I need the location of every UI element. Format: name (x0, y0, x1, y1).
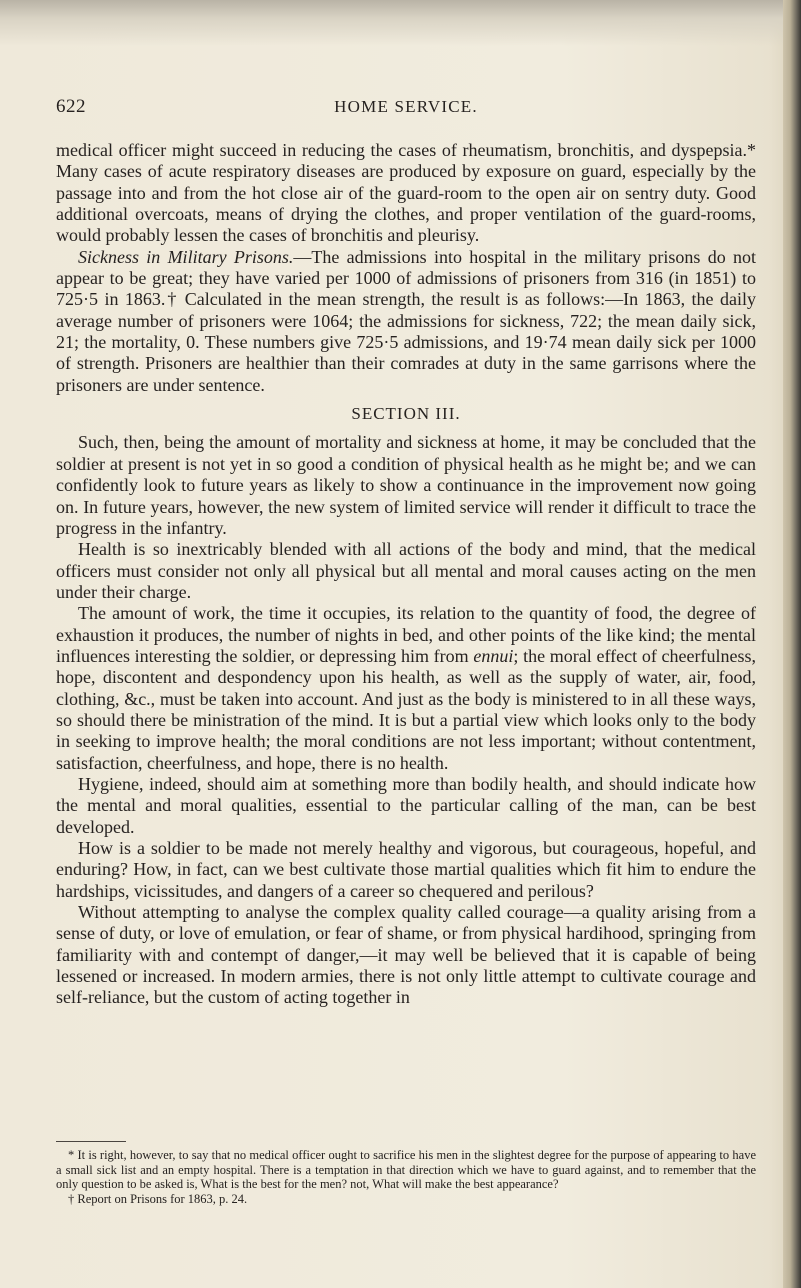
paragraph (56, 247, 756, 396)
paragraph: Hygiene, indeed, should aim at something more than bodily health, and should indicate how the mental and moral qualities, essential to the particular calling of the man, can be best developed. (56, 773, 756, 837)
italic-word: ennui (473, 645, 514, 666)
body-text (56, 140, 756, 1009)
running-title: HOME SERVICE. (334, 97, 478, 116)
paragraph: How is a soldier to be made not merely healthy and vigorous, but courageous, hopeful, and enduring? How, in fact, can we best cultivate those martial qualities which fit him to endure the hardships, vicissitudes, and dangers of a career so chequered and perilous? (56, 838, 756, 901)
footnote: * It is right, however, to say that no medical officer ought to sacrifice his men in the slightest degree for the purpose of appearing to have a small sick list and an empty hospital. There is a temptation in that direction which we have to guard against, and to remember that the only question to be asked is, What is the best for the men? not, What will make the best appearance? (56, 1148, 756, 1191)
paragraph: Without attempting to analyse the complex quality called courage—a quality arising from a sense of duty, or love of emulation, or fear of shame, or from physical hardihood, springing from familiarity with and contempt of danger,—it may well be believed that it is capable of being lessened or increased. In modern armies, there is not only little attempt to cultivate courage and self-reliance, but the custom of acting together in (56, 902, 756, 1008)
paragraph: Health is so inextricably blended with all actions of the body and mind, that the medical officers must consider not only all physical but all mental and moral causes acting on the men under their charge. (56, 539, 756, 602)
paragraph-text: ; the moral effect of cheerfulness, hope, discontent and despondency upon his health, as well as the supply of water, air, food, clothing, &c., must be taken into account. And just as the body is ministered to in all these ways, so should there be ministration of the mind. It is but a partial view which looks only to the body in seeking to improve health; the moral conditions are not less important; without contentment, satisfaction, cheerfulness, and hope, there is no health. (56, 645, 756, 773)
footnotes (56, 1148, 756, 1206)
paragraph: Such, then, being the amount of mortality and sickness at home, it may be concluded that the soldier at present is not yet in so good a condition of physical health as he might be; and we can confidently look to future years as likely to show a continuance in the improvement now going on. In future years, however, the new system of limited service will render it difficult to trace the progress in the infantry. (56, 432, 756, 538)
book-spine-edge (783, 0, 801, 1288)
paragraph-heading: Sickness in Military Prisons. (78, 246, 294, 267)
paragraph: medical officer might succeed in reducing the cases of rheumatism, bronchitis, and dyspepsia.* Many cases of acute respiratory diseases are produced by exposure on guard, especially by the passage into and from the hot close air of the guard-room to the open air on sentry duty. Good additional overcoats, means of drying the clothes, and proper ventilation of the guard-rooms, would probably lessen the cases of bronchitis and pleurisy. (56, 140, 756, 246)
footnote: † Report on Prisons for 1863, p. 24. (68, 1191, 248, 1206)
paragraph-text: The amount of work, the time it occupies, its relation to the quantity of food, the degree of exhaustion it produces, the number of nights in bed, and other points of the like kind; the mental influences interesting the soldier, or depressing him from (56, 603, 756, 666)
page-number: 622 (56, 96, 86, 117)
paragraph-text: —The admissions into hospital in the military prisons do not appear to be great; they have varied per 1000 of admissions of prisoners from 316 (in 1851) to 725·5 in 1863.† Calculated in the mean strength, the result is as follows:—In 1863, the daily average number of prisoners were 1064; the admissions for sickness, 722; the mean daily sick, 21; the mortality, 0. These numbers give 725·5 admissions, and 19·74 mean daily sick per 1000 of strength. Prisoners are healthier than their comrades at duty in the same garrisons where the prisoners are under sentence. (56, 246, 756, 395)
page-top-shadow (0, 0, 801, 46)
footnote-rule (56, 1141, 126, 1142)
paragraph (56, 603, 756, 774)
section-heading: SECTION III. (351, 404, 461, 424)
page-header (56, 96, 756, 120)
